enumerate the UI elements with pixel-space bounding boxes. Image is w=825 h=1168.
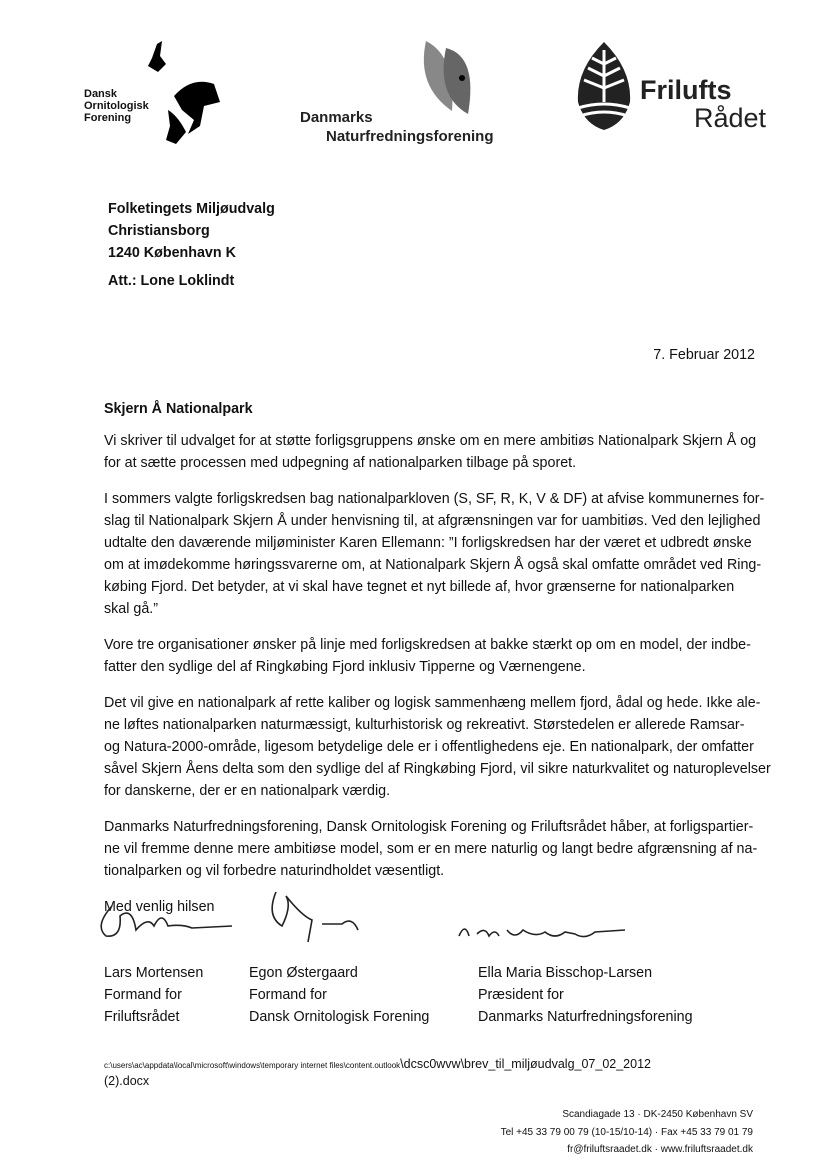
signatory-name: Lars Mortensen	[104, 965, 204, 981]
signatory	[478, 962, 693, 1028]
logo-line: Forening	[84, 112, 132, 124]
file-path	[104, 1055, 651, 1089]
paragraph	[104, 488, 771, 620]
text-line: Det vil give en nationalpark af rette kaliber og logisk sammenhæng mellem fjord, ådal og hede. Ikke ale-	[104, 695, 761, 711]
text-line: ne løftes nationalparken naturmæssigt, kulturhistorisk og rekreativt. Størstedelen er allerede Ramsar-	[104, 717, 745, 733]
text-line: for danskerne, der er en nationalpark værdig.	[104, 783, 391, 799]
logo-line: Naturfredningsforening	[326, 128, 494, 145]
signatory	[104, 962, 203, 1028]
text-line: Danmarks Naturfredningsforening, Dansk Ornitologisk Forening og Friluftsrådet håber, at forligspartier-	[104, 819, 754, 835]
signatory-title: Formand for	[249, 987, 327, 1003]
logo-line: Ornitologisk	[84, 100, 149, 112]
text-line: tionalparken og vil forbedre naturindholdet væsentligt.	[104, 863, 445, 879]
file-path-part: c:\users\ac\appdata\local	[104, 1061, 193, 1070]
text-line: fatter den sydlige del af Ringkøbing Fjord inklusiv Tipperne og Værnengene.	[104, 659, 586, 675]
leaf-shape-icon	[416, 36, 486, 116]
logo-line: Rådet	[694, 103, 767, 133]
footer-line: Scandiagade 13 · DK-2450 København SV	[562, 1109, 753, 1120]
text-line: Vi skriver til udvalget for at støtte forligsgruppens ønske om en mere ambitiøs Nationalpark Skjern Å og	[104, 433, 757, 449]
file-path-part: \microsoft\windows\temporary internet files\content.outlook	[192, 1061, 401, 1070]
text-line: udtalte den daværende miljøminister Karen Ellemann: ”I forligskredsen har der været et udbredt ønske	[104, 535, 752, 551]
signatory	[249, 962, 429, 1028]
dof-logo	[82, 36, 232, 146]
text-line: slag til Nationalpark Skjern Å under henvisning til, at afgrænsningen var for uambitiøs. Ved den lejlighed	[104, 513, 761, 529]
signatory-title: Præsident for	[478, 987, 564, 1003]
address-line: Folketingets Miljøudvalg	[108, 201, 275, 217]
signatory-name: Egon Østergaard	[249, 965, 358, 981]
text-line: købing Fjord. Det betyder, at vi skal have tegnet et nyt billede af, hvor grænserne for nationalparken	[104, 579, 735, 595]
signatory-org: Danmarks Naturfredningsforening	[478, 1009, 693, 1025]
footer-line: fr@friluftsraadet.dk · www.friluftsraadet.dk	[567, 1144, 753, 1155]
file-path-part: (2).docx	[104, 1074, 150, 1088]
logo-line: Frilufts	[640, 75, 732, 105]
recipient-address	[108, 198, 275, 264]
text-line: om at imødekomme høringssvarerne om, at Nationalpark Skjern Å også skal omfatte området ved Ring-	[104, 557, 762, 573]
text-line: for at sætte processen med udpegning af nationalparken tilbage på sporet.	[104, 455, 577, 471]
letter-date: 7. Februar 2012	[653, 347, 755, 363]
attention-line: Att.: Lone Loklindt	[108, 273, 235, 289]
letter-subject: Skjern Å Nationalpark	[104, 401, 253, 417]
dof-logo-text	[84, 88, 149, 124]
logo-line: Danmarks	[300, 109, 373, 126]
paragraph	[104, 816, 771, 882]
text-line: og Natura-2000-område, ligesom betydelige dele er i offentlighedens eje. En nationalpark, der omfatter	[104, 739, 754, 755]
closing: Med venlig hilsen	[104, 899, 215, 915]
signatory-title: Formand for	[104, 987, 182, 1003]
address-line: 1240 København K	[108, 245, 236, 261]
letter-body	[104, 430, 771, 918]
dn-logo	[296, 36, 516, 148]
file-path-part: \dcsc0wvw\brev_til_miljøudvalg_07_02_2012	[400, 1057, 651, 1071]
address-line: Christiansborg	[108, 223, 210, 239]
tree-leaf-icon	[574, 40, 634, 132]
text-line: I sommers valgte forligskredsen bag nationalparkloven (S, SF, R, K, V & DF) at afvise kommunernes for-	[104, 491, 765, 507]
text-line: ne vil fremme denne mere ambitiøse model, som er en mere naturlig og langt bedre afgrænsning af na-	[104, 841, 758, 857]
signature-oestergaard	[262, 886, 372, 946]
signatory-name: Ella Maria Bisschop-Larsen	[478, 965, 653, 981]
paragraph	[104, 692, 771, 802]
text-line: såvel Skjern Åens delta som den sydlige del af Ringkøbing Fjord, vil sikre naturkvalitet og naturoplevelser	[104, 761, 771, 777]
footer-address	[501, 1106, 753, 1159]
paragraph	[104, 430, 771, 474]
signatory-org: Dansk Ornitologisk Forening	[249, 1009, 430, 1025]
logo-line: Dansk	[84, 88, 118, 100]
text-line: skal gå.”	[104, 601, 159, 617]
signature-bisschop-larsen	[455, 918, 635, 948]
signature-mortensen	[92, 896, 242, 946]
text-line: Vore tre organisationer ønsker på linje med forligskredsen at bakke stærkt op om en model, der indbe-	[104, 637, 751, 653]
signatory-org: Friluftsrådet	[104, 1009, 180, 1025]
paragraph	[104, 634, 771, 678]
friluftsraadet-logo	[574, 40, 774, 140]
footer-line: Tel +45 33 79 00 79 (10-15/10-14) · Fax +45 33 79 01 79	[500, 1126, 753, 1138]
